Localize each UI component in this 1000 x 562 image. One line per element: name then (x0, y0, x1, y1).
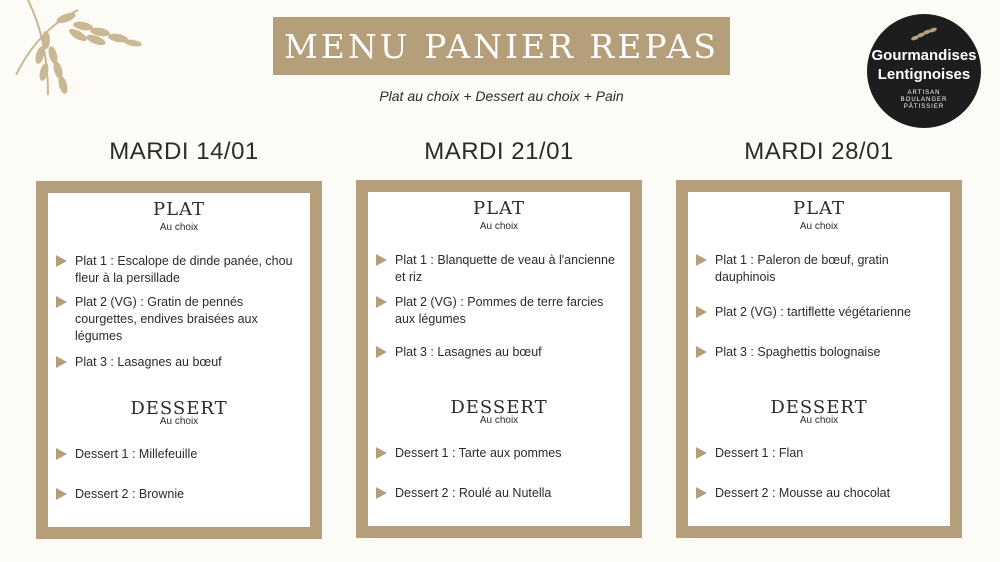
logo-wheat-icon (909, 26, 939, 44)
triangle-bullet-icon (376, 254, 387, 266)
plat-item: Plat 1 : Paleron de bœuf, gratin dauphinois (696, 252, 946, 286)
dessert-item: Dessert 2 : Roulé au Nutella (376, 485, 626, 502)
logo-line-1: Gourmandises (871, 47, 977, 64)
triangle-bullet-icon (696, 254, 707, 266)
triangle-bullet-icon (376, 346, 387, 358)
day-menu-card (356, 180, 642, 538)
plat-item: Plat 2 (VG) : Pommes de terre farcies aux légumes (376, 294, 626, 328)
plat-subtitle: Au choix (159, 222, 199, 233)
dessert-item: Dessert 2 : Mousse au chocolat (696, 485, 946, 502)
plat-title: PLAT (472, 198, 526, 219)
triangle-bullet-icon (376, 447, 387, 459)
triangle-bullet-icon (56, 356, 67, 368)
dessert-title: DESSERT (770, 397, 868, 418)
dessert-item: Dessert 1 : Tarte aux pommes (376, 445, 626, 462)
triangle-bullet-icon (696, 447, 707, 459)
dessert-item: Dessert 2 : Brownie (56, 486, 306, 503)
dessert-title: DESSERT (450, 397, 548, 418)
plat-item: Plat 2 (VG) : tartiflette végétarienne (696, 304, 946, 321)
plat-item: Plat 3 : Spaghettis bolognaise (696, 344, 946, 361)
triangle-bullet-icon (696, 306, 707, 318)
triangle-bullet-icon (696, 487, 707, 499)
plat-item: Plat 1 : Blanquette de veau à l'ancienne et riz (376, 252, 626, 286)
day-heading: MARDI 28/01 (744, 138, 894, 165)
dessert-subtitle: Au choix (159, 416, 199, 427)
day-menu-card (36, 181, 322, 539)
menu-title: MENU PANIER REPAS (284, 26, 719, 66)
dessert-item: Dessert 1 : Millefeuille (56, 446, 306, 463)
wheat-icon (8, 0, 148, 110)
plat-item: Plat 2 (VG) : Gratin de pennés courgettes, endives braisées aux légumes (56, 294, 306, 345)
logo-line-2: Lentignoises (877, 66, 971, 83)
triangle-bullet-icon (376, 296, 387, 308)
plat-item: Plat 1 : Escalope de dinde panée, chou fleur à la persillade (56, 253, 306, 287)
plat-item: Plat 3 : Lasagnes au bœuf (376, 344, 626, 361)
triangle-bullet-icon (696, 346, 707, 358)
dessert-subtitle: Au choix (479, 415, 519, 426)
menu-subtitle: Plat au choix + Dessert au choix + Pain (379, 88, 624, 104)
day-heading: MARDI 14/01 (109, 138, 259, 165)
plat-title: PLAT (792, 198, 846, 219)
triangle-bullet-icon (56, 296, 67, 308)
plat-title: PLAT (152, 199, 206, 220)
dessert-title: DESSERT (130, 398, 228, 419)
menu-title-banner (273, 17, 730, 75)
plat-subtitle: Au choix (479, 221, 519, 232)
plat-item: Plat 3 : Lasagnes au bœuf (56, 354, 306, 371)
triangle-bullet-icon (56, 488, 67, 500)
plat-subtitle: Au choix (799, 221, 839, 232)
dessert-item: Dessert 1 : Flan (696, 445, 946, 462)
triangle-bullet-icon (56, 448, 67, 460)
dessert-subtitle: Au choix (799, 415, 839, 426)
triangle-bullet-icon (56, 255, 67, 267)
day-menu-card (676, 180, 962, 538)
brand-logo (867, 14, 981, 128)
triangle-bullet-icon (376, 487, 387, 499)
logo-tagline: ARTISAN BOULANGER PÂTISSIER (900, 90, 948, 110)
day-heading: MARDI 21/01 (424, 138, 574, 165)
